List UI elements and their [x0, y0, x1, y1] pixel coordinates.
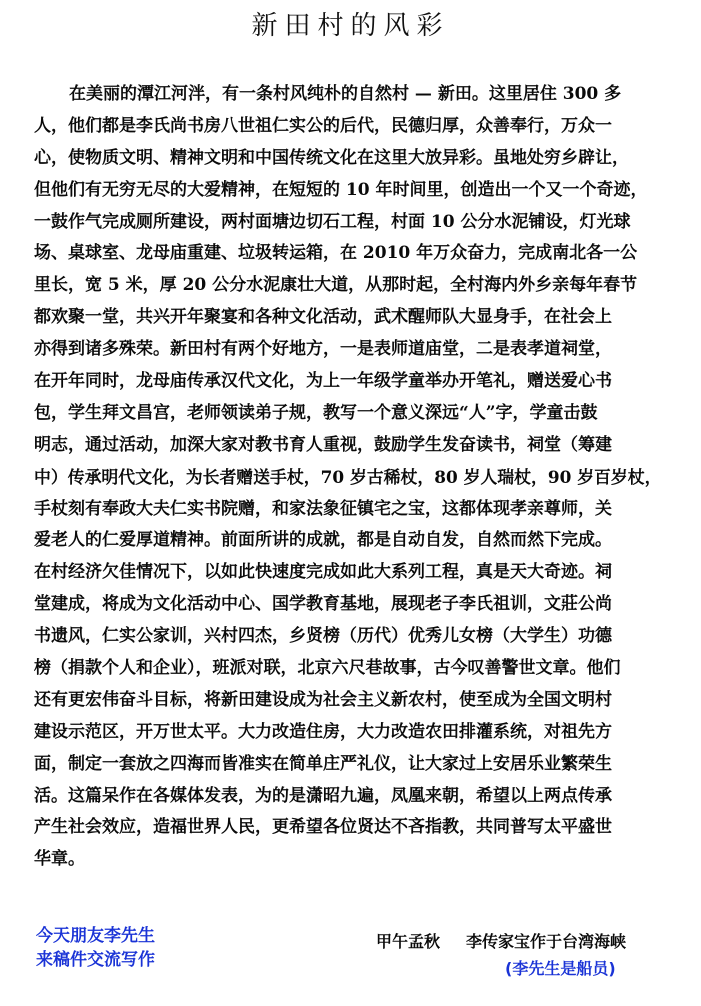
body-line: 包，学生拜文昌宫，老师领读弟子规，教写一个意义深远“人”字，学童击鼓 [34, 402, 598, 423]
editor-note-line: 来稿件交流写作 [36, 950, 155, 970]
body-line: 还有更宏伟奋斗目标，将新田建设成为社会主义新农村，使至成为全国文明村 [34, 689, 612, 710]
body-line: 在开年同时，龙母庙传承汉代文化，为上一年级学童举办开笔礼，赠送爱心书 [34, 371, 612, 392]
signature [376, 930, 626, 954]
body-line: 一鼓作气完成厕所建设，两村面塘边切石工程，村面 10 公分水泥铺设，灯光球 [34, 211, 631, 232]
body-line: 建设示范区，开万世太平。大力改造住房，大力改造农田排灌系统，对祖先方 [34, 721, 612, 742]
body-line: 书遗风，仁实公家训，兴村四杰，乡贤榜（历代）优秀儿女榜（大学生）功德 [34, 626, 612, 647]
body-line: 里长，宽 5 米，厚 20 公分水泥康壮大道，从那时起，全村海内外乡亲每年春节 [34, 275, 638, 296]
body-line: 手杖刻有奉政大夫仁实书院赠，和家法象征镇宅之宝，这都体现孝亲尊师，关 [34, 498, 612, 519]
body-line: 场、桌球室、龙母庙重建、垃圾转运箱，在 2010 年万众奋力，完成南北各一公 [34, 243, 638, 264]
editor-note-line: 今天朋友李先生 [36, 926, 155, 946]
editor-note [36, 924, 155, 972]
body-line: 但他们有无穷无尽的大爱精神，在短短的 10 年时间里，创造出一个又一个奇迹， [34, 179, 648, 200]
body-line: 堂建成，将成为文化活动中心、国学教育基地，展现老子李氏祖训，文莊公尚 [34, 594, 612, 615]
body-line: 华章。 [34, 849, 85, 870]
body-line: 产生社会效应，造福世界人民，更希望各位贤达不吝指教，共同普写太平盛世 [34, 817, 612, 838]
body-line: 在村经济欠佳情况下，以如此快速度完成如此大系列工程，真是天大奇迹。祠 [34, 562, 612, 583]
body-line: 都欢聚一堂，共兴开年聚宴和各种文化活动，武术醒师队大显身手，在社会上 [34, 307, 612, 328]
body-line: 在美丽的潭江河泮，有一条村风纯朴的自然村 — 新田。这里居住 300 多 [69, 84, 622, 104]
signature-author: 李传家宝作于台湾海峡 [466, 932, 627, 951]
author-note: (李先生是船员) [505, 959, 616, 978]
page-title: 新田村的风彩 [251, 11, 450, 41]
body-line: 明志，通过活动，加深大家对教书育人重视，鼓励学生发奋读书，祠堂（筹建 [34, 434, 612, 455]
body-line: 人，他们都是李氏尚书房八世祖仁实公的后代，民德归厚，众善奉行，万众一 [34, 115, 612, 136]
body-line: 心，使物质文明、精神文明和中国传统文化在这里大放异彩。虽地处穷乡辟让， [34, 147, 629, 168]
body-line: 中）传承明代文化，为长者赠送手杖，70 岁古稀杖，80 岁人瑞杖，90 岁百岁杖， [34, 466, 662, 487]
article-body [34, 79, 662, 876]
signature-date: 甲午孟秋 [376, 932, 441, 951]
body-line: 爱老人的仁爱厚道精神。前面所讲的成就，都是自动自发，自然而然下完成。 [34, 530, 612, 551]
body-line: 面，制定一套放之四海而皆准实在简单庄严礼仪，让大家过上安居乐业繁荣生 [34, 753, 612, 774]
body-line: 榜（捐款个人和企业），班派对联，北京六尺巷故事，古今叹善警世文章。他们 [34, 658, 621, 679]
body-line: 亦得到诸多殊荣。新田村有两个好地方，一是表师道庙堂，二是表孝道祠堂， [34, 339, 612, 360]
body-line: 活。这篇呆作在各媒体发表，为的是潇昭九遍，凤凰来朝，希望以上两点传承 [34, 785, 612, 806]
